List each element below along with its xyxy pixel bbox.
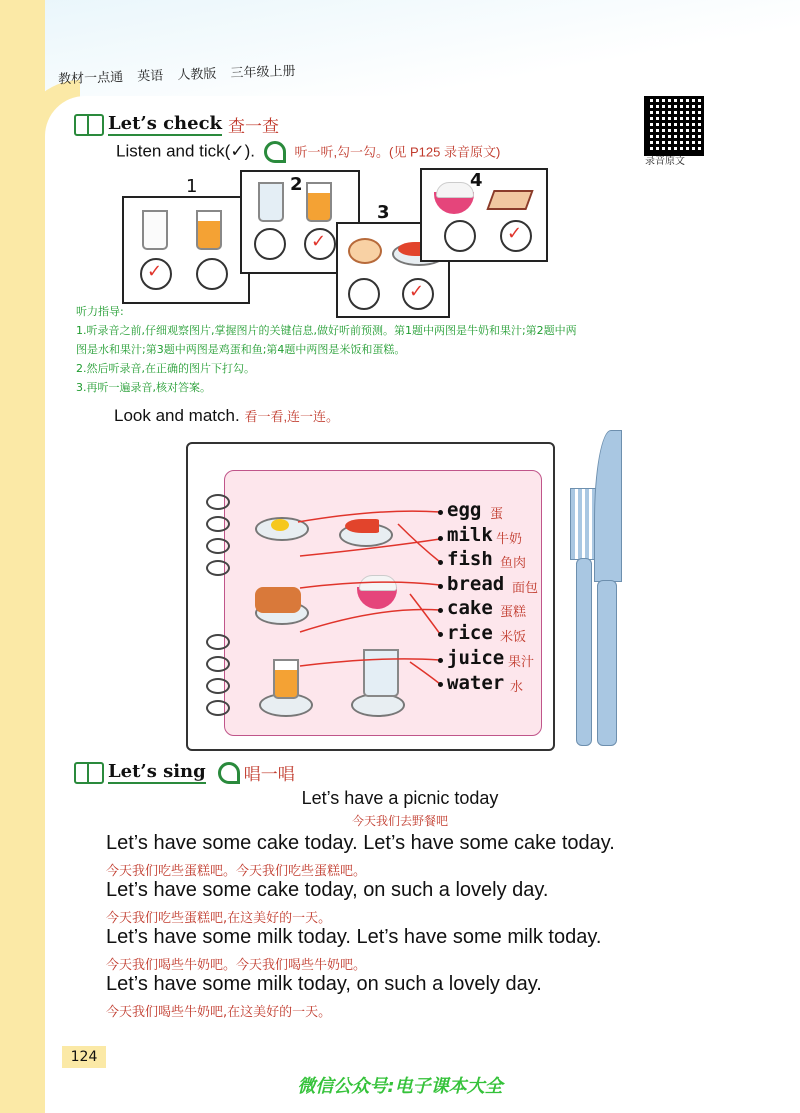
match-dot[interactable] <box>438 658 443 663</box>
lyric-line: Let’s have some cake today, on such a lovely day. <box>106 879 549 901</box>
guide-line: 2.然后听录音,在正确的图片下打勾。 <box>76 362 255 375</box>
lyric-line-cn: 今天我们吃些蛋糕吧,在这美好的一天。 <box>106 911 332 926</box>
song-title: Let’s have a picnic today <box>301 788 499 808</box>
guide-line: 图是水和果汁;第3题中两图是鸡蛋和鱼;第4题中两图是米饭和蛋糕。 <box>76 343 406 356</box>
match-line <box>300 609 440 632</box>
tick-mark-icon: ✓ <box>147 261 163 282</box>
book-icon <box>74 762 104 784</box>
match-line <box>410 594 440 634</box>
lyric-line-cn: 今天我们喝些牛奶吧,在这美好的一天。 <box>106 1005 332 1020</box>
check-title-cn: 查一查 <box>228 117 280 137</box>
lyric-line-cn: 今天我们喝些牛奶吧。今天我们喝些牛奶吧。 <box>106 958 367 973</box>
match-word-cn: 面包 <box>512 581 539 596</box>
match-instruction-en: Look and match. <box>114 406 240 425</box>
match-dot[interactable] <box>438 632 443 637</box>
lyric-line-cn: 今天我们吃些蛋糕吧。今天我们吃些蛋糕吧。 <box>106 864 367 879</box>
lyric-line: Let’s have some milk today, on such a lovely day. <box>106 973 542 995</box>
header-grade: 三年级上册 <box>230 64 296 82</box>
check-title: Let’s check <box>108 113 223 134</box>
sing-title: Let’s sing <box>108 761 206 782</box>
song-title-cn: 今天我们去野餐吧 <box>351 814 448 828</box>
sing-section-heading <box>74 760 295 785</box>
match-instruction-cn: 看一看,连一连。 <box>244 409 340 424</box>
match-word-fish: fish <box>447 548 493 570</box>
match-word-milk: milk <box>447 524 493 546</box>
match-line <box>300 659 440 666</box>
match-word-cn: 水 <box>510 680 524 695</box>
match-word-cake: cake <box>447 597 493 619</box>
match-word-cn: 果汁 <box>508 655 535 670</box>
qr-label: 录音原文 <box>645 156 685 167</box>
guide-line: 3.再听一遍录音,核对答案。 <box>76 381 211 394</box>
footer-watermark: 微信公众号:电子课本大全 <box>297 1076 503 1097</box>
match-word-water: water <box>447 672 505 694</box>
match-word-cn: 蛋 <box>490 507 504 522</box>
check-instruction-en: Listen and tick(✓). <box>116 141 255 161</box>
match-line <box>398 524 440 562</box>
card-number: 1 <box>186 176 198 197</box>
match-line <box>300 539 440 556</box>
card-number: 4 <box>470 170 483 191</box>
tick-mark-icon: ✓ <box>311 231 327 252</box>
match-word-egg: egg <box>447 499 482 521</box>
match-dot[interactable] <box>438 560 443 565</box>
page-number: 124 <box>62 1046 106 1068</box>
match-dot[interactable] <box>438 584 443 589</box>
lyric-line: Let’s have some milk today. Let’s have some milk today. <box>106 926 602 948</box>
match-dot[interactable] <box>438 510 443 515</box>
card-number: 3 <box>377 202 390 223</box>
match-line <box>410 662 440 684</box>
listen-icon <box>218 762 240 784</box>
match-dot[interactable] <box>438 682 443 687</box>
match-line <box>298 511 440 522</box>
card-number: 2 <box>290 174 303 195</box>
match-word-cn: 鱼肉 <box>500 556 527 571</box>
check-instruction-cn: 听一听,勾一勾。(见 P125 录音原文) <box>294 144 501 160</box>
match-word-cn: 米饭 <box>500 630 527 645</box>
header-edition: 人教版 <box>177 66 217 84</box>
tick-mark-icon: ✓ <box>409 281 425 302</box>
match-word-cn: 牛奶 <box>496 532 523 547</box>
header-subject: 英语 <box>136 68 164 85</box>
match-word-rice: rice <box>447 622 493 644</box>
lyric-line: Let’s have some cake today. Let’s have some cake today. <box>106 832 615 854</box>
match-word-cn: 蛋糕 <box>500 605 527 620</box>
match-line <box>300 582 440 588</box>
tick-mark-icon: ✓ <box>507 223 523 244</box>
match-dot[interactable] <box>438 536 443 541</box>
match-word-bread: bread <box>447 573 505 595</box>
guide-heading: 听力指导: <box>76 305 124 318</box>
header-book: 教材一点通 <box>57 70 124 88</box>
match-dot[interactable] <box>438 608 443 613</box>
match-word-juice: juice <box>447 647 505 669</box>
guide-line: 1.听录音之前,仔细观察图片,掌握图片的关键信息,做好听前预测。第1题中两图是牛奶和果汁;第2题中两 <box>76 324 577 337</box>
sing-title-cn: 唱一唱 <box>243 765 295 785</box>
knife-icon <box>590 430 622 746</box>
